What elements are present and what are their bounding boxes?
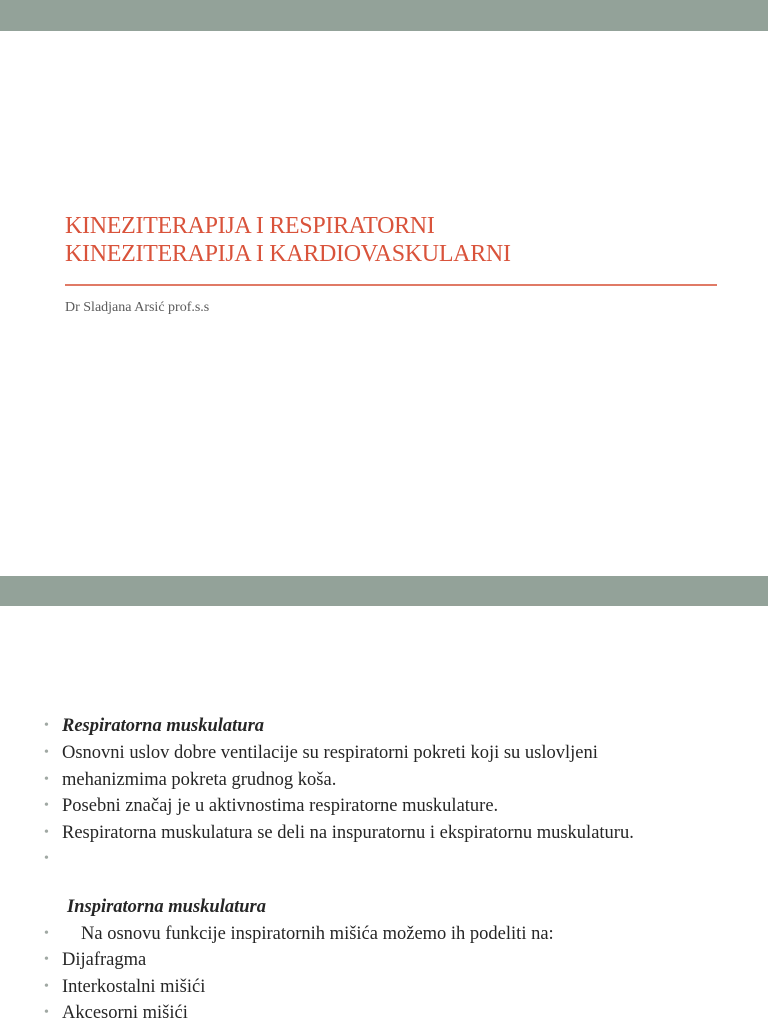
list-item-text: mehanizmima pokreta grudnog koša.: [62, 770, 337, 790]
slide-separator-band: [0, 576, 768, 606]
bullet-icon: •: [44, 798, 49, 813]
title-divider: [65, 284, 717, 286]
list-item-text: Respiratorna muskulatura se deli na inspuratornu i ekspiratornu muskulaturu.: [62, 823, 634, 843]
list-item-text: Dijafragma: [62, 950, 147, 970]
list-item-text: Akcesorni mišići: [62, 1003, 188, 1023]
title-line-1: KINEZITERAPIJA I RESPIRATORNI: [65, 213, 435, 239]
bullet-icon: •: [44, 718, 49, 733]
bullet-icon: •: [44, 851, 49, 866]
list-item: [0, 740, 768, 766]
bullet-icon: •: [44, 825, 49, 840]
list-item: [0, 846, 768, 872]
top-band: [0, 0, 768, 31]
bullet-icon: •: [44, 926, 49, 941]
list-item-text: Interkostalni mišići: [62, 977, 206, 997]
slide-title: [65, 212, 725, 268]
list-item: [0, 947, 768, 973]
subheading: Inspiratorna muskulatura: [67, 897, 266, 917]
list-item-text: Na osnovu funkcije inspiratornih mišića možemo ih podeliti na:: [81, 924, 554, 944]
list-item: [0, 1000, 768, 1026]
bullet-icon: •: [44, 979, 49, 994]
list-item: [0, 767, 768, 793]
subheading-row: [0, 894, 768, 920]
bullet-icon: •: [44, 772, 49, 787]
bullet-icon: •: [44, 1005, 49, 1020]
list-item-text: Posebni značaj je u aktivnostima respiratorne muskulature.: [62, 796, 499, 816]
list-item-text: Osnovni uslov dobre ventilacije su respiratorni pokreti koji su uslovljeni: [62, 743, 598, 763]
list-item-text: Respiratorna muskulatura: [62, 716, 265, 736]
list-item: [0, 974, 768, 1000]
author-line: Dr Sladjana Arsić prof.s.s: [65, 300, 210, 315]
list-item: [0, 713, 768, 739]
title-line-2: KINEZITERAPIJA I KARDIOVASKULARNI: [65, 241, 511, 267]
bullet-icon: •: [44, 745, 49, 760]
list-item: [0, 793, 768, 819]
bullet-icon: •: [44, 952, 49, 967]
list-item: [0, 921, 768, 947]
list-item: [0, 820, 768, 846]
